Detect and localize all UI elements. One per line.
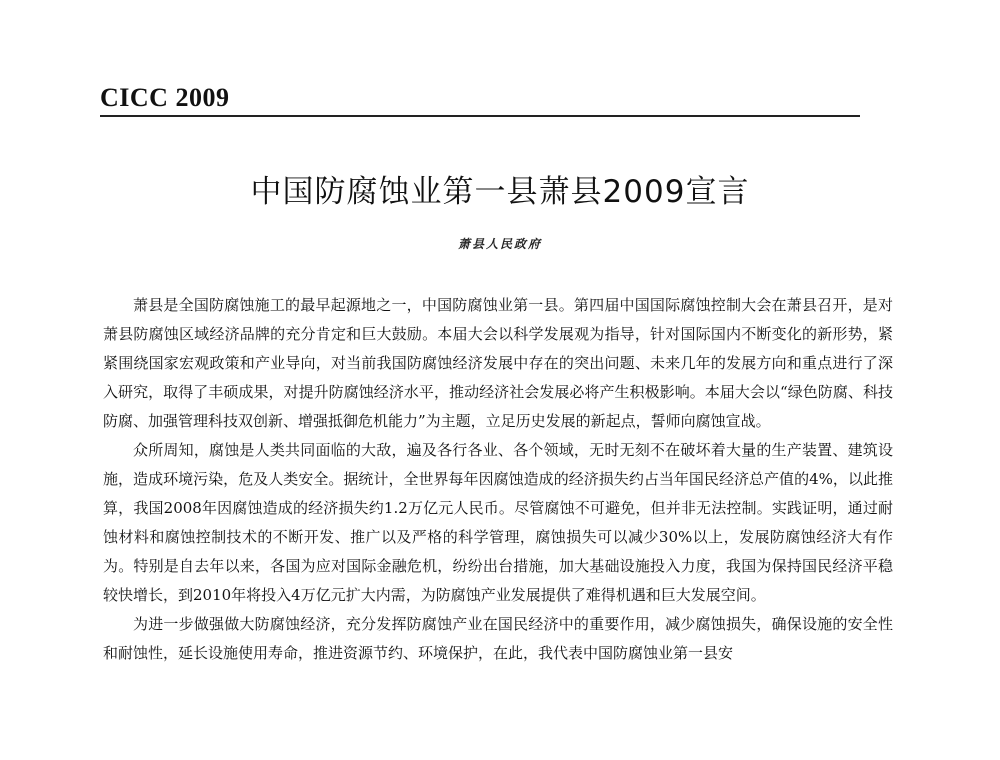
- page-title: 中国防腐蚀业第一县萧县2009宣言: [250, 174, 750, 210]
- article-body: [103, 291, 893, 760]
- running-header: [100, 82, 860, 118]
- header-rule: [100, 115, 860, 117]
- author-byline: 萧县人民政府: [457, 237, 542, 251]
- conference-label: CICC 2009: [100, 83, 230, 112]
- paragraph: 萧县是全国防腐蚀施工的最早起源地之一，中国防腐蚀业第一县。第四届中国国际腐蚀控制大会在萧县召开，是对萧县防腐蚀区域经济品牌的充分肯定和巨大鼓励。本届大会以科学发展观为指导，针对国际国内不断变化的新形势，紧紧围绕国家宏观政策和产业导向，对当前我国防腐蚀经济发展中存在的突出问题、未来几年的发展方向和重点进行了深入研究，取得了丰硕成果，对提升防腐蚀经济水平，推动经济社会发展必将产生积极影响。本届大会以“绿色防腐、科技防腐、加强管理科技双创新、增强抵御危机能力”为主题，立足历史发展的新起点，誓师向腐蚀宣战。: [103, 296, 893, 430]
- paragraph: 为进一步做强做大防腐蚀经济，充分发挥防腐蚀产业在国民经济中的重要作用，减少腐蚀损失，确保设施的安全性和耐蚀性，延长设施使用寿命，推进资源节约、环境保护，在此，我代表中国防腐蚀业第一县安: [103, 615, 893, 662]
- paragraph: 众所周知，腐蚀是人类共同面临的大敌，遍及各行各业、各个领域，无时无刻不在破坏着大量的生产装置、建筑设施，造成环境污染，危及人类安全。据统计，全世界每年因腐蚀造成的经济损失约占当年国民经济总产值的4%，以此推算，我国2008年因腐蚀造成的经济损失约1.2万亿元人民币。尽管腐蚀不可避免，但并非无法控制。实践证明，通过耐蚀材料和腐蚀控制技术的不断开发、推广以及严格的科学管理，腐蚀损失可以减少30%以上，发展防腐蚀经济大有作为。特别是自去年以来，各国为应对国际金融危机，纷纷出台措施，加大基础设施投入力度，我国为保持国民经济平稳较快增长，到2010年将投入4万亿元扩大内需，为防腐蚀产业发展提供了难得机遇和巨大发展空间。: [103, 441, 893, 604]
